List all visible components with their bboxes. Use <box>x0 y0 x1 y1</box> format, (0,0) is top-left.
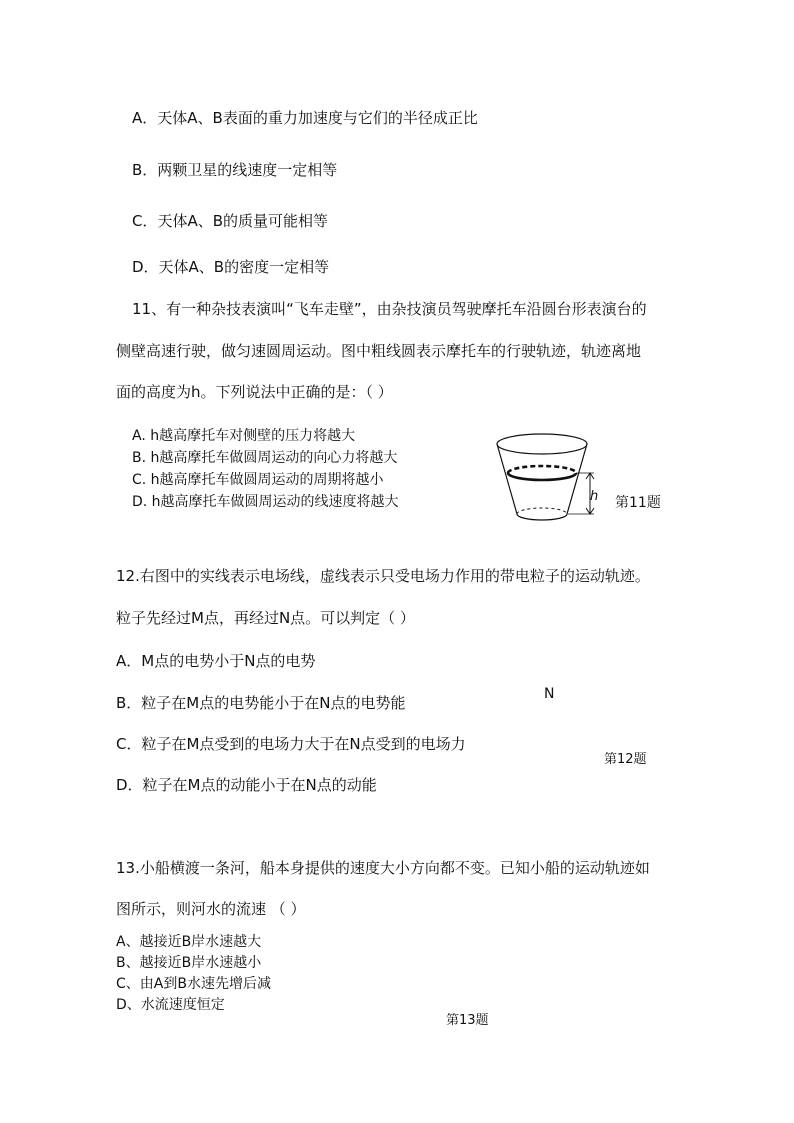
q12-option-c: C．粒子在M点受到的电场力大于在N点受到的电场力 <box>116 735 466 753</box>
q11-cone-figure <box>490 430 610 525</box>
q11-option-b: B. h越高摩托车做圆周运动的向心力将越大 <box>132 450 398 466</box>
q13-option-b: B、越接近B岸水速越小 <box>116 955 262 971</box>
q13-stem-line-2: 图所示，则河水的流速 （ ） <box>116 900 306 918</box>
q10-option-d: D．天体A、B的密度一定相等 <box>132 258 330 276</box>
q13-stem-line-1: 13.小船横渡一条河，船本身提供的速度大小方向都不变。已知小船的运动轨迹如 <box>116 859 650 877</box>
q12-stem-line-1: 12.右图中的实线表示电场线，虚线表示只受电场力作用的带电粒子的运动轨迹。 <box>116 567 650 585</box>
q13-option-c: C、由A到B水速先增后减 <box>116 976 271 992</box>
q12-figure-n-label: N <box>544 686 555 702</box>
q12-option-a: A．M点的电势小于N点的电势 <box>116 652 316 670</box>
q11-option-d: D. h越高摩托车做圆周运动的线速度将越大 <box>132 494 399 510</box>
q13-option-d: D、水流速度恒定 <box>116 997 225 1013</box>
q13-figure-caption: 第13题 <box>446 1013 489 1028</box>
q11-stem-line-1: 11、有一种杂技表演叫“飞车走壁”，由杂技演员驾驶摩托车沿圆台形表演台的 <box>132 300 647 318</box>
q11-stem-line-2: 侧壁高速行驶，做匀速圆周运动。图中粗线圆表示摩托车的行驶轨迹，轨迹离地 <box>116 342 642 360</box>
q11-figure-h-label: h <box>590 489 599 504</box>
q12-figure-caption: 第12题 <box>604 752 647 767</box>
q11-stem-line-3: 面的高度为h。下列说法中正确的是：（ ） <box>116 383 393 401</box>
q10-option-c: C．天体A、B的质量可能相等 <box>132 212 329 230</box>
q13-option-a: A、越接近B岸水速越大 <box>116 934 262 950</box>
q12-option-d: D．粒子在M点的动能小于在N点的动能 <box>116 776 377 794</box>
q10-option-a: A．天体A、B表面的重力加速度与它们的半径成正比 <box>132 109 478 127</box>
q11-option-a: A. h越高摩托车对侧壁的压力将越大 <box>132 428 356 444</box>
q10-option-b: B．两颗卫星的线速度一定相等 <box>132 161 338 179</box>
q12-option-b: B．粒子在M点的电势能小于在N点的电势能 <box>116 694 406 712</box>
q11-option-c: C. h越高摩托车做圆周运动的周期将越小 <box>132 472 384 488</box>
q12-stem-line-2: 粒子先经过M点，再经过N点。可以判定（ ） <box>116 609 415 627</box>
q11-figure-caption: 第11题 <box>615 495 661 511</box>
